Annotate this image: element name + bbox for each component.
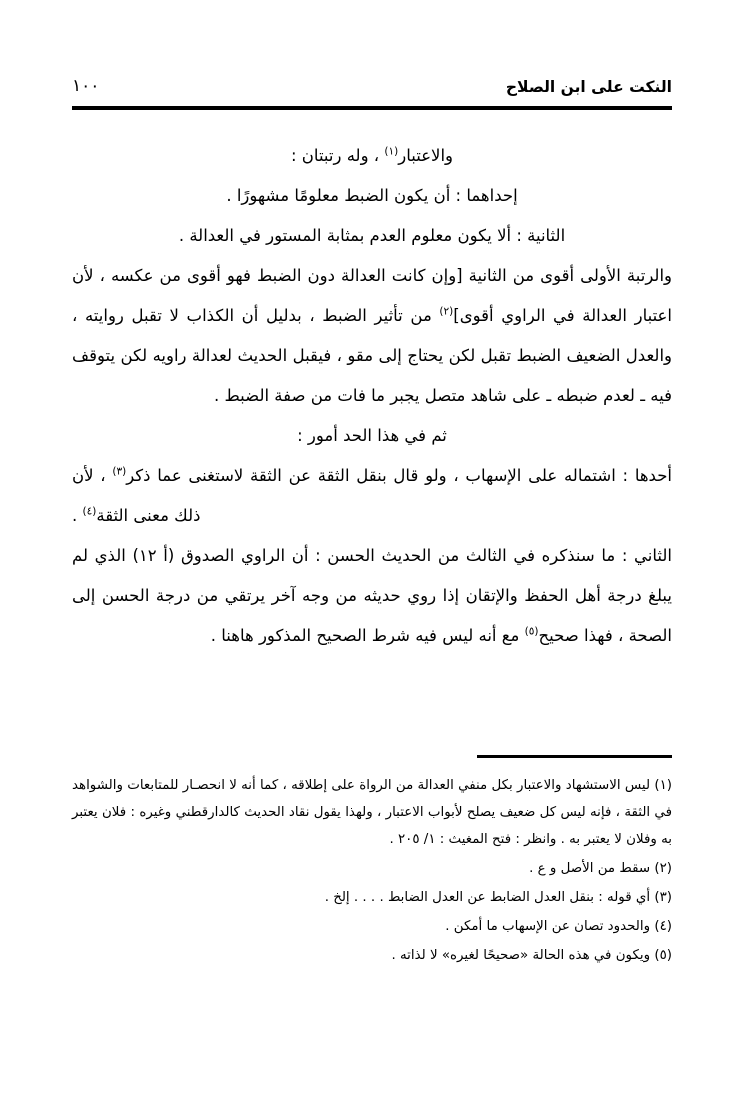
page-number: ١٠٠: [72, 76, 100, 96]
footnote-text: سقط من الأصل و ع .: [529, 861, 651, 876]
para-7-text-a: الثاني : ما سنذكره في الثالث من الحديث الحسن : أن الراوي الصدوق (أ ١٢) الذي لم يبلغ درجة أهل الحفظ والإتقان إذا روي حديثه من وجه آخر يرتقي من درجة الحسن إلى الصحة ، فهذا صحيح: [72, 546, 672, 645]
footnote-item: [72, 913, 672, 940]
para-1-text: والاعتبار: [398, 146, 453, 165]
footnote-text: والحدود تصان عن الإسهاب ما أمكن .: [445, 919, 651, 934]
footnote-number: (٢): [654, 861, 672, 876]
para-6-text-c: .: [72, 506, 83, 525]
paragraph-3: [72, 216, 672, 256]
paragraph-4: [72, 256, 672, 416]
footnote-item: [72, 884, 672, 911]
header-divider: [72, 106, 672, 110]
book-title: النكت على ابن الصلاح: [505, 77, 672, 96]
footnote-text: ليس الاستشهاد والاعتبار بكل منفي العدالة من الرواة على إطلاقه ، كما أنه لا انحصـار للمتابعات والشواهد في الثقة ، فإنه ليس كل ضعيف يصلح لأبواب الاعتبار ، ولهذا يقول نقاد الحديث كالدارقطني وغيره : فلان يعتبر به وفلان لا يعتبر به . وانظر : فتح المغيث : ١/ ٢٠٥ .: [72, 778, 672, 847]
footnote-item: [72, 942, 672, 969]
para-5-text: ثم في هذا الحد أمور :: [297, 426, 447, 445]
footnote-number: (١): [654, 778, 672, 793]
para-6-text-a: أحدها : اشتماله على الإسهاب ، ولو قال بنقل الثقة عن الثقة لاستغنى عما ذكر: [126, 466, 672, 485]
footnote-number: (٥): [654, 948, 672, 963]
header-row: [72, 78, 672, 101]
para-1-text-after: ، وله رتبتان :: [291, 146, 385, 165]
footnote-number: (٣): [654, 890, 672, 905]
para-2-text: إحداهما : أن يكون الضبط معلومًا مشهورًا .: [226, 186, 518, 205]
para-4-text-b: من تأثير الضبط ، بدليل أن الكذاب لا تقبل روايته ، والعدل الضعيف الضبط تقبل لكن يحتاج إلى مقو ، فيقبل الحديث لعدالة راويه لكن يتوقف فيه ـ لعدم ضبطه ـ على شاهد متصل يجبر ما فات من صفة الضبط .: [72, 306, 672, 405]
paragraph-6: [72, 456, 672, 536]
footnote-marker-3: (٣): [112, 465, 127, 478]
footnote-text: ويكون في هذه الحالة «صحيحًا لغيره» لا لذاته .: [391, 948, 651, 963]
footnote-marker-2: (٢): [439, 305, 454, 318]
paragraph-7: [72, 536, 672, 656]
paragraph-1: [72, 136, 672, 176]
footnote-separator: [477, 755, 672, 758]
footnote-marker-1: (١): [384, 145, 399, 158]
para-6-text-b: ، لأن ذلك معنى الثقة: [72, 466, 201, 525]
footnote-item: [72, 855, 672, 882]
body-text: [72, 136, 672, 656]
footnote-number: (٤): [654, 919, 672, 934]
para-4-text-a: والرتبة الأولى أقوى من الثانية [وإن كانت العدالة دون الضبط فهو أقوى من عكسه ، لأن اعتبار العدالة في الراوي أقوى]: [72, 266, 672, 325]
footnote-marker-5: (٥): [524, 625, 539, 638]
paragraph-5: [72, 416, 672, 456]
footnote-text: أي قوله : بنقل العدل الضابط عن العدل الضابط . . . . إلخ .: [324, 890, 651, 905]
para-3-text: الثانية : ألا يكون معلوم العدم بمثابة المستور في العدالة .: [178, 226, 566, 245]
footnotes-block: [72, 772, 672, 971]
paragraph-2: [72, 176, 672, 216]
footnote-marker-4: (٤): [82, 505, 97, 518]
para-7-text-b: مع أنه ليس فيه شرط الصحيح المذكور هاهنا .: [210, 626, 525, 645]
page-header: [72, 78, 672, 118]
footnote-item: [72, 772, 672, 853]
